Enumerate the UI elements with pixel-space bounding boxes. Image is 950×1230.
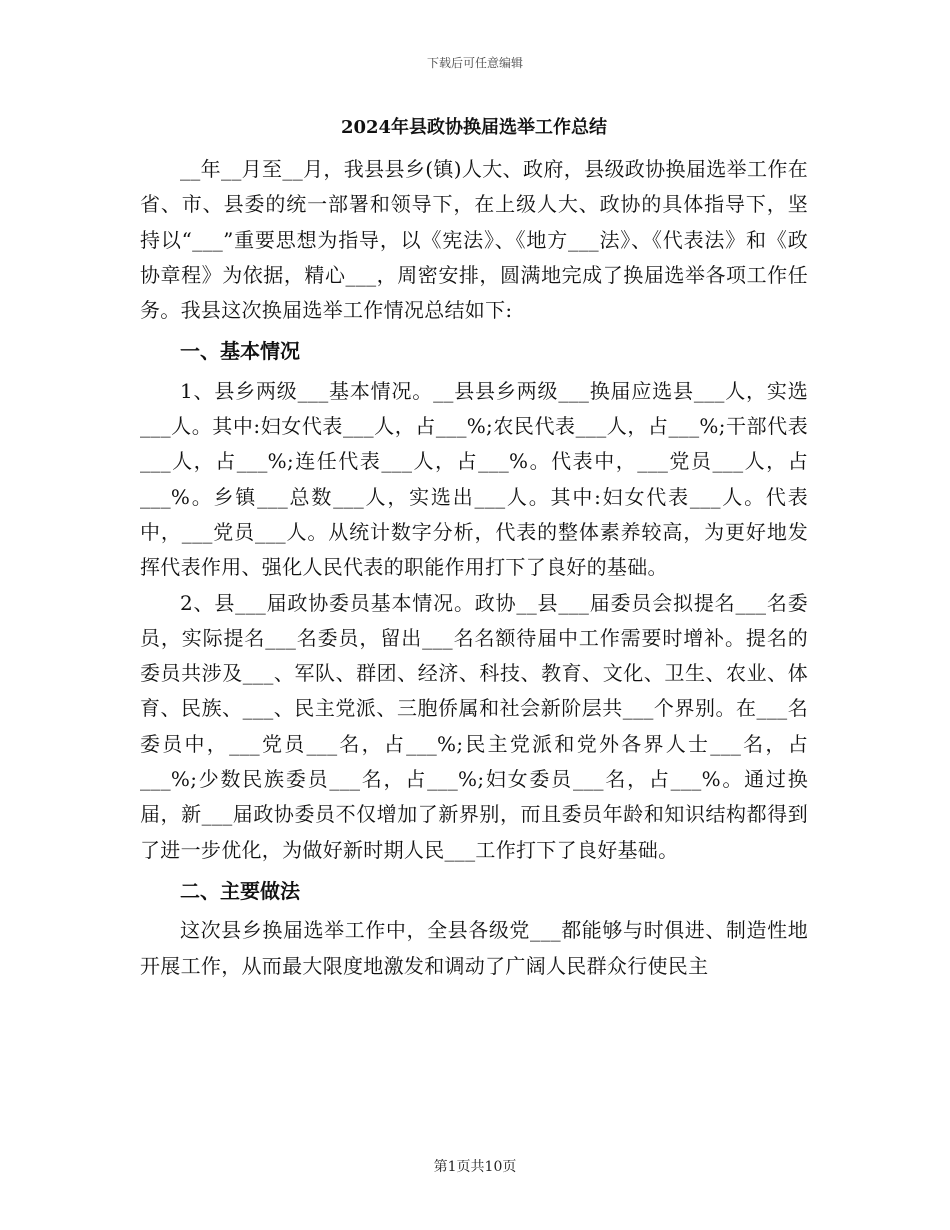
paragraph-committee-members: 2、县___届政协委员基本情况。政协__县___届委员会拟提名___名委员，实际提名___名委员，留出___名名额待届中工作需要时增补。提名的委员共涉及___、军队、群团、经济、科技、教育、文化、卫生、农业、体育、民族、___、民主党派、三胞侨属和社会新阶层共___个界别。在___名委员中，___党员___名，占___%;民主党派和党外各界人士___名，占___%;少数民族委员___名，占___%;妇女委员___名，占___%。通过换届，新___届政协委员不仅增加了新界别，而且委员年龄和知识结构都得到了进一步优化，为做好新时期人民___工作打下了良好基础。: [140, 590, 808, 862]
document-body: [140, 114, 808, 984]
paragraph-deputies: 1、县乡两级___基本情况。__县县乡两级___换届应选县___人，实选___人。其中:妇女代表___人，占___%;农民代表___人，占___%;干部代表___人，占___%;连任代表___人，占___%。代表中，___党员___人，占___%。乡镇___总数___人，实选出___人。其中:妇女代表___人。代表中，___党员___人。从统计数字分析，代表的整体素养较高，为更好地发挥代表作用、强化人民代表的职能作用打下了良好的基础。: [140, 378, 808, 580]
page-header-note: 下载后可任意编辑: [426, 56, 523, 70]
section-heading-practices: 二、主要做法: [180, 878, 300, 903]
paragraph-practices: 这次县乡换届选举工作中，全县各级党___都能够与时俱进、制造性地开展工作，从而最大限度地激发和调动了广阔人民群众行使民主: [140, 918, 808, 978]
page-footer-number: 第1页共10页: [433, 1159, 517, 1175]
intro-paragraph: __年__月至__月，我县县乡(镇)人大、政府，县级政协换届选举工作在省、市、县委的统一部署和领导下，在上级人大、政协的具体指导下，坚持以“___”重要思想为指导，以《宪法》、《地方___法》、《代表法》和《政协章程》为依据，精心___，周密安排，圆满地完成了换届选举各项工作任务。我县这次换届选举工作情况总结如下:: [140, 157, 808, 323]
section-heading-basic: 一、基本情况: [180, 339, 300, 364]
document-title: 2024年县政协换届选举工作总结: [340, 117, 608, 138]
